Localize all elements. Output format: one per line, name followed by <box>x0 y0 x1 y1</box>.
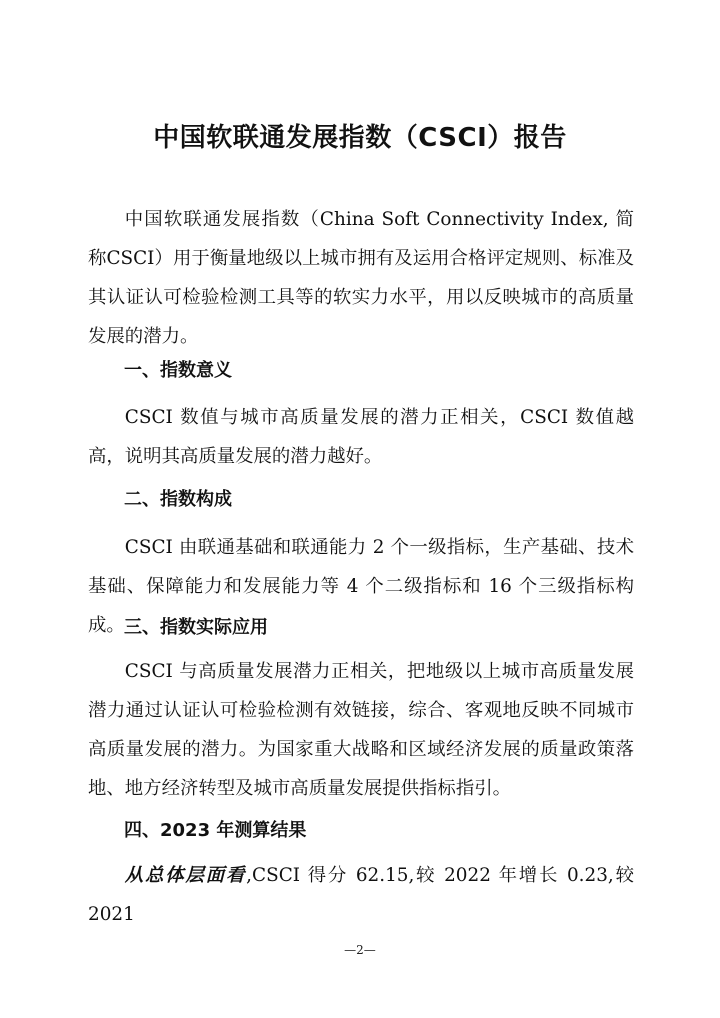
section-paragraph-2023-results <box>88 856 634 925</box>
section-paragraph-index-meaning: CSCI 数值与城市高质量发展的潜力正相关，CSCI 数值越高，说明其高质量发展的潜力越好。 <box>88 407 634 467</box>
section-heading-index-meaning: 一、指数意义 <box>124 360 232 381</box>
page-number: —2— <box>344 943 376 957</box>
section-paragraph-index-composition: CSCI 由联通基础和联通能力 2 个一级指标，生产基础、技术基础、保障能力和发展能力等 4 个二级指标和 16 个三级指标构成。 <box>88 537 634 636</box>
overall-level-lead: 从总体层面看 <box>124 865 247 886</box>
section-heading-index-application: 三、指数实际应用 <box>124 617 268 638</box>
section-paragraph-index-application: CSCI 与高质量发展潜力正相关，把地级以上城市高质量发展潜力通过认证认可检验检测有效链接，综合、客观地反映不同城市高质量发展的潜力。为国家重大战略和区域经济发展的质量政策落地、地方经济转型及城市高质量发展提供指标指引。 <box>88 661 634 799</box>
overall-level-text: ,CSCI 得分 62.15,较 2022 年增长 0.23,较 2021 <box>88 865 634 925</box>
intro-paragraph: 中国软联通发展指数（China Soft Connectivity Index, 简称CSCI）用于衡量地级以上城市拥有及运用合格评定规则、标准及其认证认可检验检测工具等的软实力水平，用以反映城市的高质量发展的潜力。 <box>88 209 634 347</box>
section-heading-index-composition: 二、指数构成 <box>124 489 232 510</box>
document-title: 中国软联通发展指数（CSCI）报告 <box>153 123 567 153</box>
section-heading-2023-results: 四、2023 年测算结果 <box>124 820 307 841</box>
